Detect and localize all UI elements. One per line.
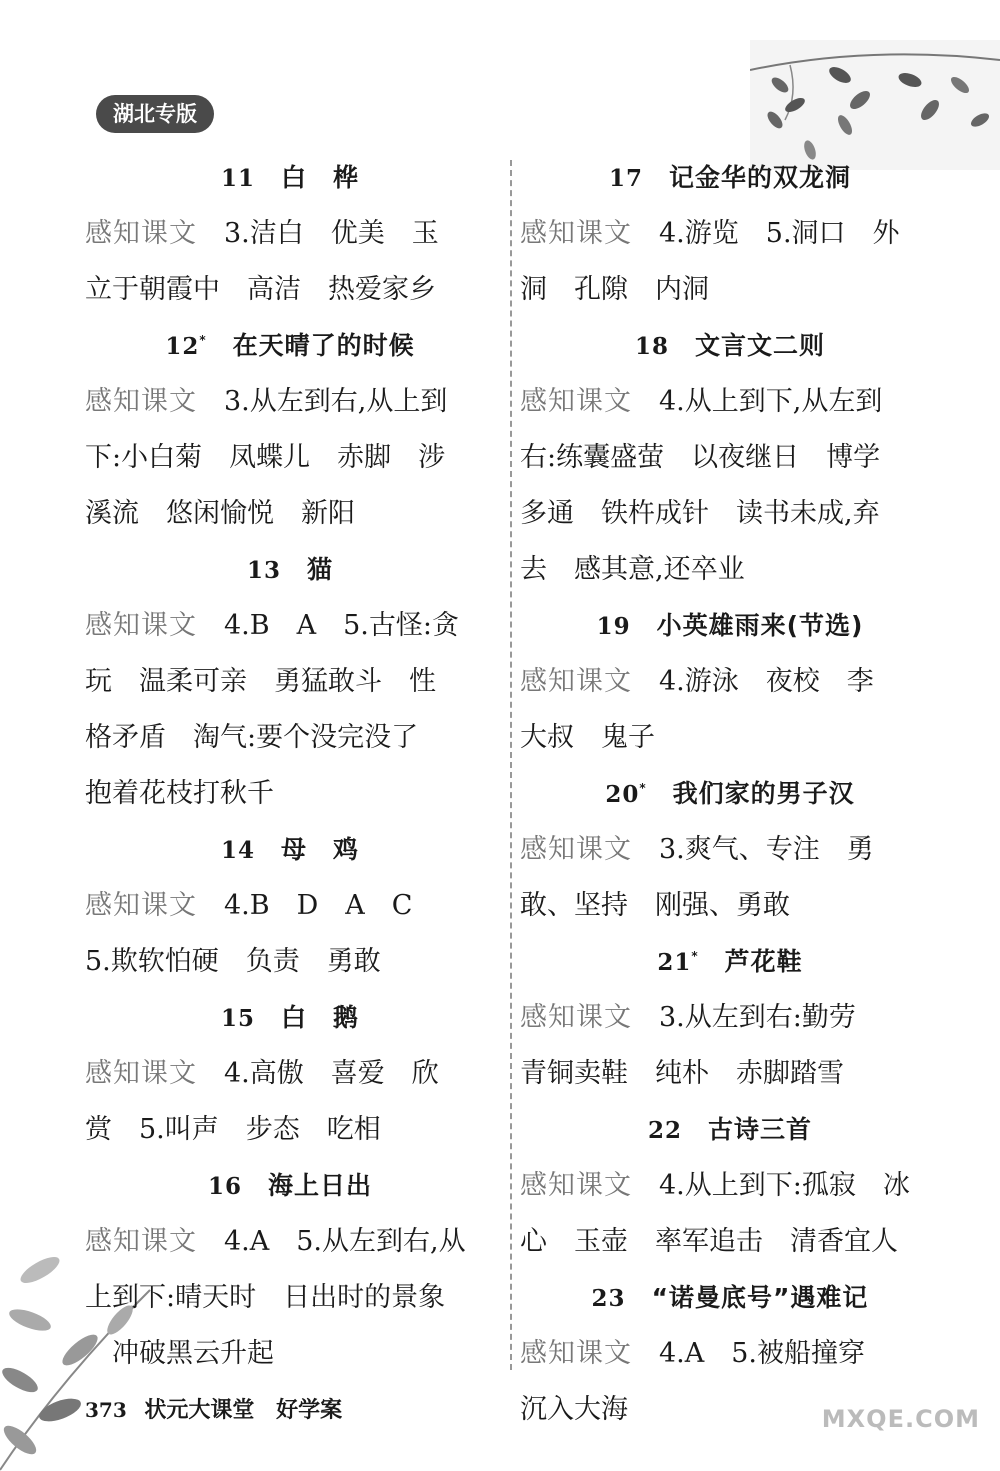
lesson-name: 记金华的双龙洞: [669, 163, 852, 192]
answer-line: [520, 1046, 940, 1102]
answer-line: [85, 766, 495, 822]
answer-text: 4.从上到下:孤寂 冰: [632, 1170, 910, 1201]
answer-text: 4.高傲 喜爱 欣: [197, 1058, 439, 1089]
lesson-title: [85, 1158, 495, 1214]
lesson-name: 白 鹅: [281, 1003, 360, 1032]
lesson-title: [520, 766, 940, 822]
answer-text: 大叔 鬼子: [520, 722, 655, 753]
book-brand: 状元大课堂: [144, 1397, 255, 1423]
lesson-name: 白 桦: [281, 163, 360, 192]
lesson-name: 猫: [307, 555, 334, 584]
answer-line: [85, 934, 495, 990]
section-tag: 感知课文: [520, 834, 632, 865]
section-tag: 感知课文: [85, 386, 197, 417]
section-tag: 感知课文: [85, 1058, 197, 1089]
lesson-title: [85, 542, 495, 598]
answer-line: [520, 262, 940, 318]
answer-line: [85, 1102, 495, 1158]
answer-line: [520, 206, 940, 262]
answer-text: 溪流 悠闲愉悦 新阳: [85, 498, 355, 529]
right-column: [520, 150, 940, 1438]
answer-text: 4.游泳 夜校 李: [632, 666, 874, 697]
lesson-number: 21: [657, 949, 692, 976]
lesson-title: [85, 990, 495, 1046]
answer-text: 4.B A 5.古怪:贪: [197, 610, 459, 641]
answer-line: [85, 430, 495, 486]
answer-line: [520, 710, 940, 766]
answer-text: 5.欺软怕硬 负责 勇敢: [85, 946, 381, 977]
lesson-number: 16: [207, 1173, 242, 1200]
section-tag: 感知课文: [520, 218, 632, 249]
answer-text: 洞 孔隙 内洞: [520, 274, 709, 305]
answer-line: [85, 598, 495, 654]
answer-text: 赏 5.叫声 步态 吃相: [85, 1114, 381, 1145]
lesson-name: 文言文二则: [695, 331, 826, 360]
answer-line: [85, 262, 495, 318]
section-tag: 感知课文: [85, 890, 197, 921]
section-tag: 感知课文: [85, 1226, 197, 1257]
lesson-name: 海上日出: [268, 1171, 373, 1200]
answer-text: 沉入大海: [520, 1394, 628, 1425]
answer-text: 去 感其意,还卒业: [520, 554, 745, 585]
lesson-name: 在天晴了的时候: [232, 331, 415, 360]
lesson-number: 13: [246, 557, 281, 584]
answer-line: [520, 822, 940, 878]
lesson-number: 19: [596, 613, 631, 640]
answer-text: 心 玉壶 率军追击 清香宜人: [520, 1226, 898, 1257]
lesson-title: [85, 822, 495, 878]
answer-line: [520, 1158, 940, 1214]
answer-text: 3.从左到右:勤劳: [632, 1002, 856, 1033]
answer-line: [520, 542, 940, 598]
answer-line: [85, 206, 495, 262]
answer-text: 4.A 5.从左到右,从: [197, 1226, 466, 1257]
lesson-number: 23: [591, 1285, 626, 1312]
answer-text: 4.游览 5.洞口 外: [632, 218, 900, 249]
answer-text: 上到下:晴天时 日出时的景象: [85, 1282, 446, 1313]
lesson-title: [520, 934, 940, 990]
column-divider: [510, 160, 512, 1370]
answer-line: [520, 486, 940, 542]
answer-text: 青铜卖鞋 纯朴 赤脚踏雪: [520, 1058, 844, 1089]
answer-text: 4.从上到下,从左到: [632, 386, 883, 417]
lesson-name: “诺曼底号”遇难记: [651, 1283, 869, 1312]
answer-line: [520, 654, 940, 710]
lesson-title: [520, 598, 940, 654]
section-tag: 感知课文: [520, 1002, 632, 1033]
lesson-title: [520, 150, 940, 206]
answer-line: [520, 1214, 940, 1270]
lesson-title: [85, 318, 495, 374]
answer-text: 冲破黑云升起: [85, 1338, 274, 1369]
answer-line: [520, 990, 940, 1046]
answer-text: 4.A 5.被船撞穿: [632, 1338, 866, 1369]
optional-lesson-mark: *: [691, 949, 699, 963]
section-tag: 感知课文: [85, 610, 197, 641]
section-tag: 感知课文: [520, 386, 632, 417]
edition-badge: 湖北专版: [96, 95, 214, 133]
answer-line: [85, 654, 495, 710]
answer-line: [85, 1326, 495, 1382]
lesson-number: 14: [220, 837, 255, 864]
lesson-number: 17: [608, 165, 643, 192]
answer-text: 立于朝霞中 高洁 热爱家乡: [85, 274, 436, 305]
answer-line: [85, 486, 495, 542]
answer-line: [85, 878, 495, 934]
lesson-title: [520, 1270, 940, 1326]
section-tag: 感知课文: [520, 666, 632, 697]
answer-line: [520, 374, 940, 430]
section-tag: 感知课文: [520, 1170, 632, 1201]
page-number: 373: [85, 1398, 127, 1422]
lesson-number: 11: [220, 165, 255, 192]
answer-line: [520, 1326, 940, 1382]
lesson-title: [520, 318, 940, 374]
answer-text: 玩 温柔可亲 勇猛敢斗 性: [85, 666, 436, 697]
section-tag: 感知课文: [85, 218, 197, 249]
lesson-number: 12: [165, 333, 200, 360]
optional-lesson-mark: *: [639, 781, 647, 795]
answer-line: [85, 710, 495, 766]
lesson-number: 20: [605, 781, 640, 808]
answer-text: 格矛盾 淘气:要个没完没了: [85, 722, 419, 753]
answer-line: [85, 1270, 495, 1326]
lesson-title: [520, 1102, 940, 1158]
lesson-number: 18: [634, 333, 669, 360]
answer-text: 抱着花枝打秋千: [85, 778, 274, 809]
section-tag: 感知课文: [520, 1338, 632, 1369]
lesson-number: 22: [647, 1117, 682, 1144]
answer-text: 多通 铁杵成针 读书未成,弃: [520, 498, 880, 529]
answer-line: [85, 1214, 495, 1270]
answer-line: [85, 1046, 495, 1102]
answer-text: 敢、坚持 刚强、勇敢: [520, 890, 790, 921]
answer-text: 3.爽气、专注 勇: [632, 834, 874, 865]
lesson-name: 小英雄雨来(节选): [656, 611, 864, 640]
answer-line: [520, 878, 940, 934]
answer-text: 3.洁白 优美 玉: [197, 218, 439, 249]
answer-line: [520, 430, 940, 486]
answer-text: 4.B D A C: [197, 890, 413, 921]
left-column: [85, 150, 495, 1382]
page-footer: [85, 1390, 342, 1430]
lesson-name: 母 鸡: [281, 835, 360, 864]
lesson-name: 古诗三首: [708, 1115, 813, 1144]
answer-text: 3.从左到右,从上到: [197, 386, 448, 417]
answer-line: [85, 374, 495, 430]
watermark: MXQE.COM: [821, 1405, 980, 1433]
lesson-name: 芦花鞋: [724, 947, 803, 976]
lesson-number: 15: [220, 1005, 255, 1032]
lesson-title: [85, 150, 495, 206]
lesson-name: 我们家的男子汉: [672, 779, 855, 808]
answer-text: 右:练囊盛萤 以夜继日 博学: [520, 442, 881, 473]
answer-text: 下:小白菊 凤蝶儿 赤脚 涉: [85, 442, 446, 473]
optional-lesson-mark: *: [199, 333, 207, 347]
book-subtitle: 好学案: [276, 1398, 343, 1423]
